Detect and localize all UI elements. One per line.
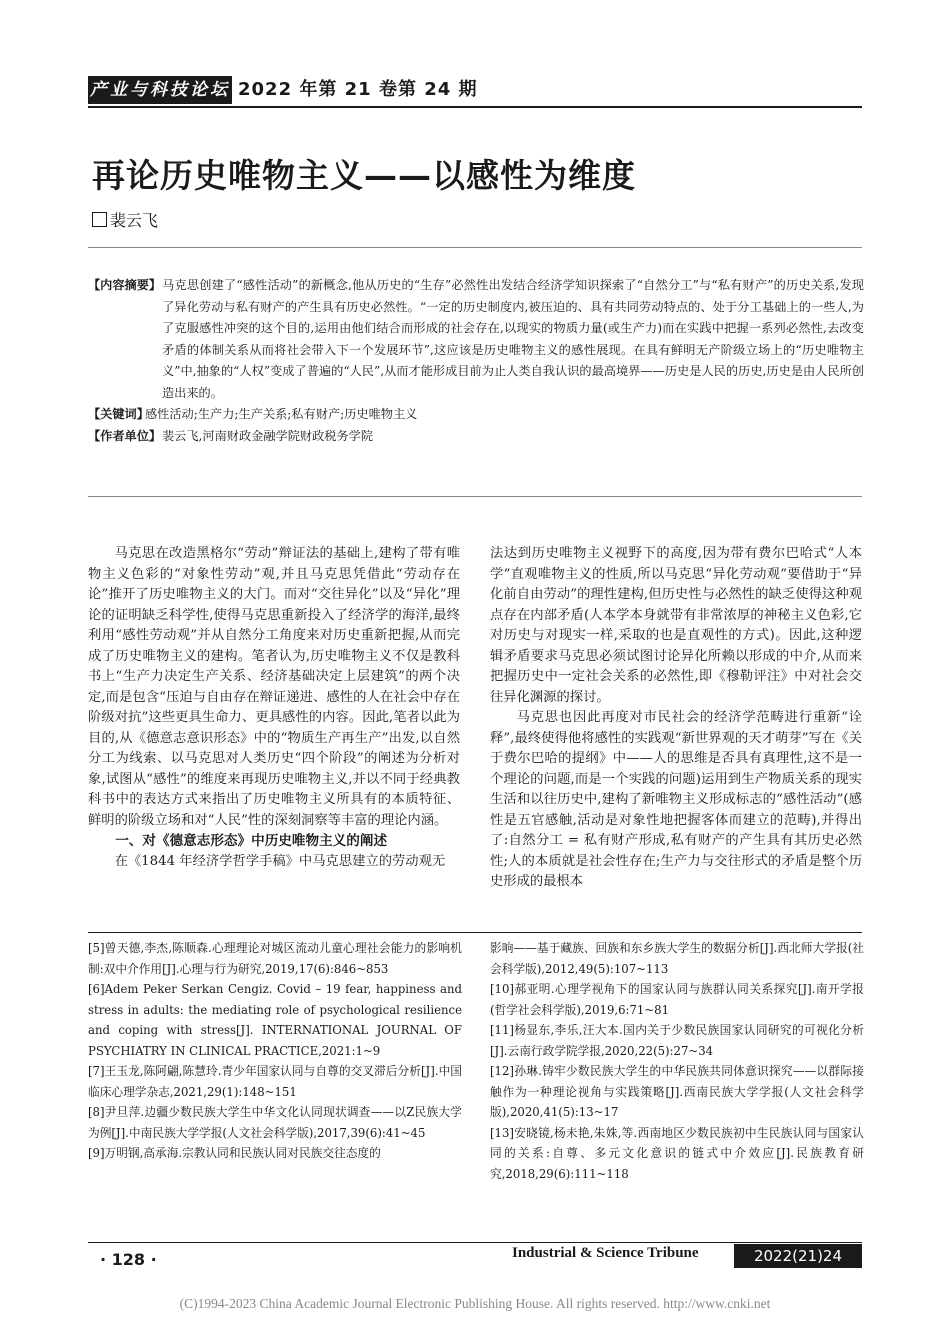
author-box-icon: [92, 212, 107, 227]
keywords-line: [88, 404, 864, 426]
keywords-label: 【关键词】: [88, 407, 149, 421]
references-left-column: [88, 938, 462, 1164]
footer-journal-name: Industrial & Science Tribune: [512, 1245, 699, 1261]
body-left-column: [88, 544, 460, 872]
reference-item: [7]王玉龙,陈阿翩,陈慧玲.青少年国家认同与自尊的交叉滞后分析[J].中国临床心理学杂志,2021,29(1):148~151: [88, 1064, 462, 1099]
article-title: 再论历史唯物主义——以感性为维度: [92, 156, 636, 195]
reference-item: [8]尹旦萍.边疆少数民族大学生中华文化认同现状调查——以Z民族大学为例[J].中南民族大学学报(人文社会科学版),2017,39(6):41~45: [88, 1105, 462, 1140]
references-divider: [88, 932, 862, 933]
body-paragraph: 法达到历史唯物主义视野下的高度,因为带有费尔巴哈式“人本学”直观唯物主义的性质,所以马克思“异化劳动观”要借助于“异化前自由劳动”的理性建构,但历史性与必然性的缺乏使得这种观点存在内部矛盾(人本学本身就带有非常浓厚的神秘主义色彩,它对历史与对现实一样,采取的也是直观性的方式)。因此,这种逻辑矛盾要求马克思必须试图讨论异化所赖以形成的中介,从而来把握历史中一定社会关系的必然性,即《穆勒评注》中对社会交往异化渊源的探讨。: [490, 546, 862, 705]
affiliation-text: 裴云飞,河南财政金融学院财政税务学院: [162, 428, 374, 443]
footer-divider: [88, 1242, 862, 1243]
reference-item: 影响——基于藏族、回族和东乡族大学生的数据分析[J].西北师大学报(社会科学版),2012,49(5):107~113: [490, 941, 864, 976]
reference-item: [10]郝亚明.心理学视角下的国家认同与族群认同关系探究[J].南开学报(哲学社会科学版),2019,6:71~81: [490, 982, 864, 1017]
abstract-text: 马克思创建了“感性活动”的新概念,他从历史的“生存”必然性出发结合经济学知识探索了“自然分工”与“私有财产”的历史关系,发现了异化劳动与私有财产的产生具有历史必然性。“一定的历史制度内,被压迫的、具有共同劳动特点的、处于分工基础上的一些人,为了克服感性冲突的这个目的,运用由他们结合而形成的社会存在,以现实的物质力量(或生产力)而在实践中把握一系列必然性,去改变矛盾的体制关系从而将社会带入下一个发展环节”,这应该是历史唯物主义的感性展现。在具有鲜明无产阶级立场上的“历史唯物主义”中,抽象的“人权”变成了普遍的“人民”,从而才能形成目前为止人类自我认识的最高境界——历史是人民的历史,历史是由人民所创造出来的。: [162, 278, 864, 400]
issue-info: 2022 年第 21 卷第 24 期: [238, 79, 478, 100]
abstract-label: 【内容摘要】: [88, 278, 162, 292]
page-number: · 128 ·: [100, 1250, 157, 1269]
author-divider: [88, 247, 862, 248]
section-heading: 一、对《德意志形态》中历史唯物主义的阐述: [115, 833, 388, 849]
reference-item: [5]曾天德,李杰,陈顺森.心理理论对城区流动儿童心理社会能力的影响机制:双中介作用[J].心理与行为研究,2019,17(6):846~853: [88, 941, 462, 976]
footer-issue-badge: 2022(21)24: [734, 1244, 862, 1268]
body-right-column: [490, 544, 862, 893]
abstract-paragraph: [88, 275, 864, 404]
keywords-text: 感性活动;生产力;生产关系;私有财产;历史唯物主义: [145, 407, 418, 421]
reference-item: [6]Adem Peker Serkan Cengiz. Covid – 19 fear, happiness and stress in adults: the mediating role of psychological resilience and coping with stress[J]. INTERNATIONAL JOURNAL OF PSYCHIATRY IN CLINICAL PRACTICE,2021:1~9: [88, 982, 462, 1058]
reference-item: [9]万明钢,高承海.宗教认同和民族认同对民族交往态度的: [88, 1146, 381, 1160]
author-line: [92, 208, 158, 231]
header-divider: [88, 106, 862, 108]
journal-name-badge: 产业与科技论坛: [88, 76, 232, 104]
abstract-divider: [88, 496, 862, 497]
reference-item: [11]杨显东,李乐,汪大本.国内关于少数民族国家认同研究的可视化分析[J].云南行政学院学报,2020,22(5):27~34: [490, 1023, 864, 1058]
affiliation-label: 【作者单位】: [88, 428, 162, 443]
affiliation-line: [88, 426, 864, 448]
abstract-section: [88, 275, 864, 447]
reference-item: [12]孙琳.铸牢少数民族大学生的中华民族共同体意识探究——以群际接触作为一种理论视角与实践策略[J].西南民族大学学报(人文社会科学版),2020,41(5):13~17: [490, 1064, 864, 1119]
body-paragraph: 马克思也因此再度对市民社会的经济学范畴进行重新“诠释”,最终使得他将感性的实践观“新世界观的天才萌芽”写在《关于费尔巴哈的提纲》中——人的思维是否具有真理性,这不是一个理论的问题,而是一个实践的问题)运用到生产物质关系的现实生活和以往历史中,建构了新唯物主义形成标志的“感性活动”(感性是五官感触,活动是对象性地把握客体而建立的范畴),并得出了:自然分工 = 私有财产形成,私有财产的产生具有其历史必然性;人的本质就是社会性存在;生产力与交往形式的矛盾是整个历史形成的最根本: [490, 710, 862, 889]
reference-item: [13]安晓镜,杨未艳,朱姝,等.西南地区少数民族初中生民族认同与国家认同的关系:自尊、多元文化意识的链式中介效应[J].民族教育研究,2018,29(6):111~118: [490, 1125, 864, 1181]
body-paragraph: 马克思在改造黑格尔“劳动”辩证法的基础上,建构了带有唯物主义色彩的“对象性劳动”观,并且马克思凭借此“劳动存在论”推开了历史唯物主义的大门。而对“交往异化”以及“异化”理论的证明缺乏科学性,使得马克思重新投入了经济学的海洋,最终利用“感性劳动观”并从自然分工角度来对历史重新把握,从而完成了历史唯物主义的建构。笔者认为,历史唯物主义不仅是教科书上“生产力决定生产关系、经济基础决定上层建筑”的两个决定,而是包含“压迫与自由存在辩证递进、感性的人在社会中存在阶级对抗”这些更具生命力、更具感性的内容。因此,笔者以此为目的,从《德意志意识形态》中的“物质生产再生产”出发,以自然分工为线索、以马克思对人类历史“四个阶段”的阐述为分析对象,试图从“感性”的维度来再现历史唯物主义,并以不同于经典教科书中的表达方式来指出了历史唯物主义所具有的本质特征、鲜明的阶级立场和对“人民”性的深刻洞察等丰富的理论内涵。: [88, 546, 460, 828]
body-paragraph: 在《1844 年经济学哲学手稿》中马克思建立的劳动观无: [114, 853, 446, 869]
references-right-column: [490, 938, 864, 1184]
copyright-notice: (C)1994-2023 China Academic Journal Electronic Publishing House. All rights reserved. http://www.cnki.net: [179, 1296, 771, 1311]
author-name: 裴云飞: [110, 211, 159, 230]
